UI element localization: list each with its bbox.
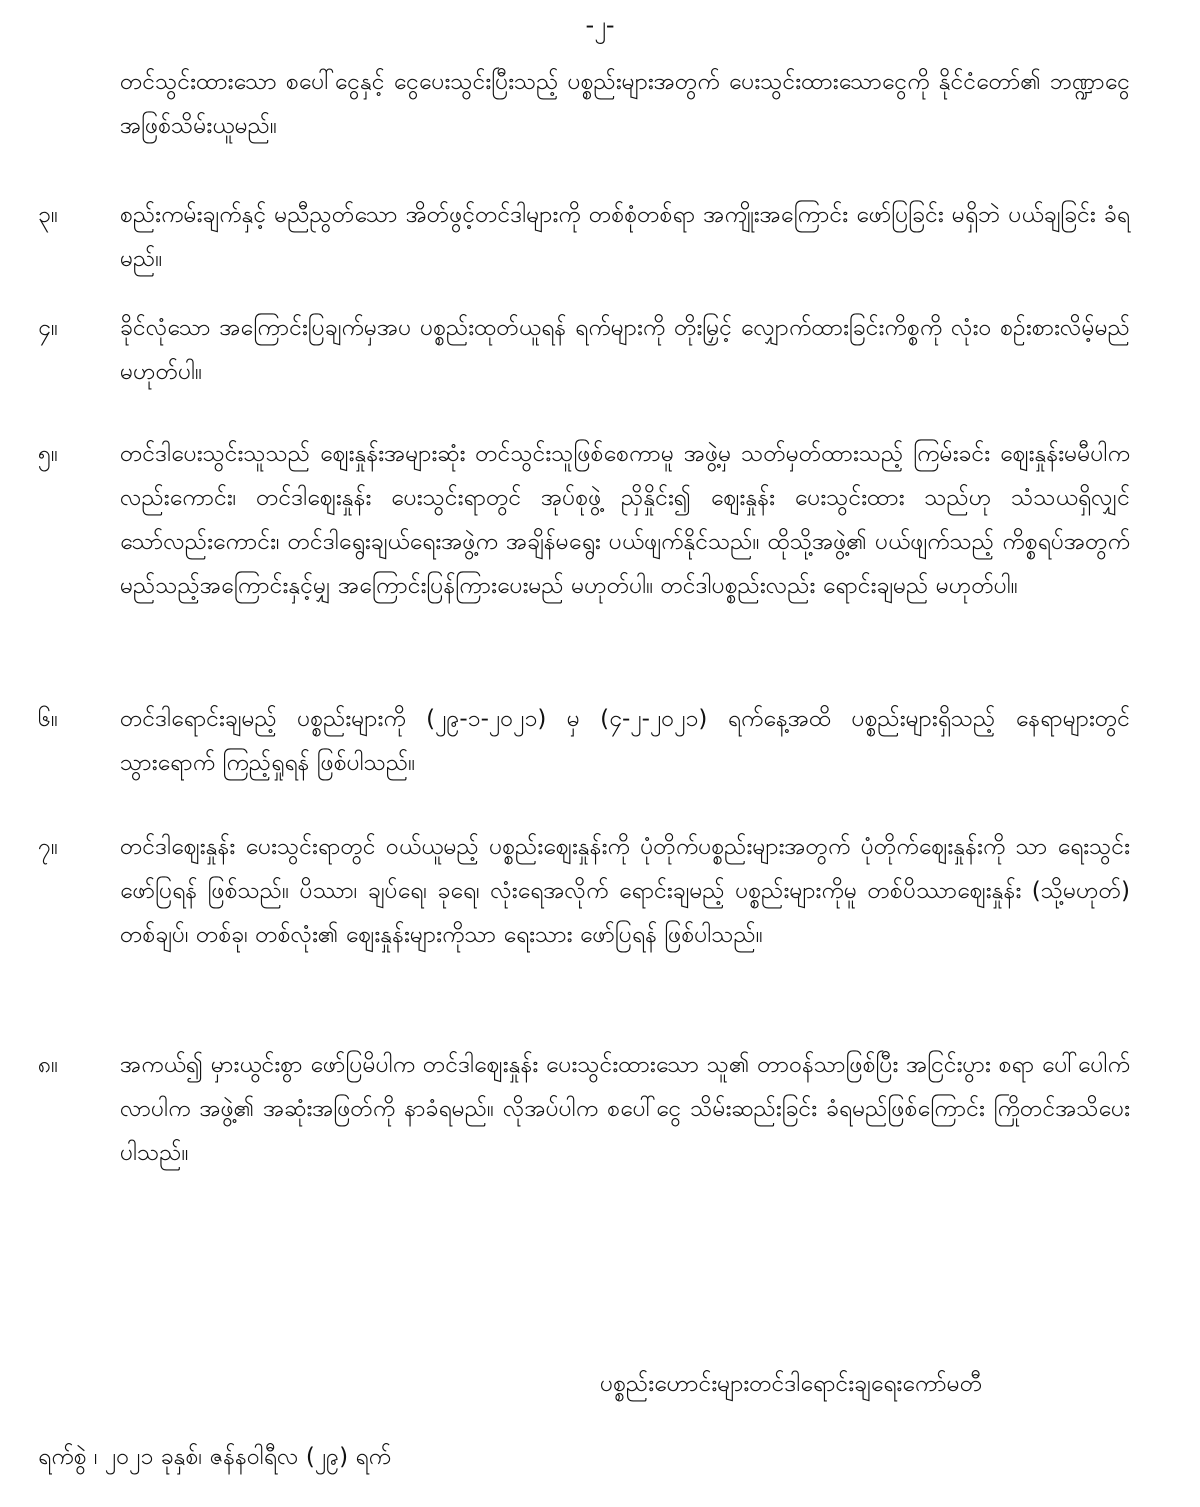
item-number: ၄။	[38, 315, 58, 341]
date-line: ရက်စွဲ ၊ ၂၀၂၁ ခုနှစ်၊ ဇန်နဝါရီလ (၂၉) ရက်	[38, 1444, 392, 1470]
item-number: ၃။	[38, 202, 58, 228]
item-number: ၅။	[38, 441, 58, 467]
item-text: တင်ဒါဈေးနှုန်း ပေးသွင်းရာတွင် ဝယ်ယူမည့် ပစ္စည်းဈေးနှုန်းကို ပုံတိုက်ပစ္စည်းများအတွက် ပုံတိုက်ဈေးနှုန်းကို သာ ရေးသွင်းဖော်ပြရန် ဖြစ်သည်။ ပိဿာ၊ ချပ်ရေ၊ ခုရေ၊ လုံးရေအလိုက် ရောင်းချမည့် ပစ္စည်းများကိုမူ တစ်ပိဿာဈေးနှုန်း (သို့မဟုတ်) တစ်ချပ်၊ တစ်ခု၊ တစ်လုံး၏ ဈေးနှုန်းများကိုသာ ရေးသား ဖော်ပြရန် ဖြစ်ပါသည်။	[120, 834, 1130, 948]
item-text: စည်းကမ်းချက်နှင့် မညီညွတ်သော အိတ်ဖွင့်တင်ဒါများကို တစ်စုံတစ်ရာ အကျိုးအကြောင်း ဖော်ပြခြင်း မရှိဘဲ ပယ်ချခြင်း ခံရမည်။	[120, 202, 1130, 272]
intro-paragraph: တင်သွင်းထားသော စပေါ်ငွေနှင့် ငွေပေးသွင်းပြီးသည့် ပစ္စည်းများအတွက် ပေးသွင်းထားသောငွေကို နိုင်ငံတော်၏ ဘဏ္ဍာငွေအဖြစ်သိမ်းယူမည်။	[120, 69, 1130, 139]
item-number: ၆။	[38, 706, 58, 732]
item-number: ၈။	[38, 1052, 59, 1078]
item-text: တင်ဒါရောင်းချမည့် ပစ္စည်းများကို (၂၉-၁-၂၀၂၁) မှ (၄-၂-၂၀၂၁) ရက်နေ့အထိ ပစ္စည်းများရှိသည့် နေရာများတွင် သွားရောက် ကြည့်ရှုရန် ဖြစ်ပါသည်။	[120, 706, 1130, 776]
item-text: ခိုင်လုံသော အကြောင်းပြချက်မှအပ ပစ္စည်းထုတ်ယူရန် ရက်များကို တိုးမြှင့် လျှောက်ထားခြင်းကိစ္စကို လုံးဝ စဉ်းစားလိမ့်မည် မဟုတ်ပါ။	[120, 315, 1130, 385]
item-number: ၇။	[38, 834, 58, 860]
page-number: -၂-	[585, 11, 615, 39]
signature-committee: ပစ္စည်းဟောင်းများတင်ဒါရောင်းချရေးကော်မတီ	[600, 1371, 983, 1397]
item-text: တင်ဒါပေးသွင်းသူသည် ဈေးနှုန်းအများဆုံး တင်သွင်းသူဖြစ်စေကာမူ အဖွဲ့မှ သတ်မှတ်ထားသည့် ကြမ်းခင်း ဈေးနှုန်းမမီပါကလည်းကောင်း၊ တင်ဒါဈေးနှုန်း ပေးသွင်းရာတွင် အုပ်စုဖွဲ့ ညှိနှိုင်း၍ ဈေးနှုန်း ပေးသွင်းထား သည်ဟု သံသယရှိလျှင်သော်လည်းကောင်း၊ တင်ဒါရွေးချယ်ရေးအဖွဲ့က အချိန်မရွေး ပယ်ဖျက်နိုင်သည်။ ထိုသို့အဖွဲ့၏ ပယ်ဖျက်သည့် ကိစ္စရပ်အတွက် မည်သည့်အကြောင်းနှင့်မျှ အကြောင်းပြန်ကြားပေးမည် မဟုတ်ပါ။ တင်ဒါပစ္စည်းလည်း ရောင်းချမည် မဟုတ်ပါ။	[120, 441, 1130, 599]
item-text: အကယ်၍ မှားယွင်းစွာ ဖော်ပြမိပါက တင်ဒါဈေးနှုန်း ပေးသွင်းထားသော သူ၏ တာဝန်သာဖြစ်ပြီး အငြင်းပွား စရာ ပေါ်ပေါက်လာပါက အဖွဲ့၏ အဆုံးအဖြတ်ကို နာခံရမည်။ လိုအပ်ပါက စပေါ်ငွေ သိမ်းဆည်းခြင်း ခံရမည်ဖြစ်ကြောင်း ကြိုတင်အသိပေးပါသည်။	[120, 1052, 1130, 1166]
